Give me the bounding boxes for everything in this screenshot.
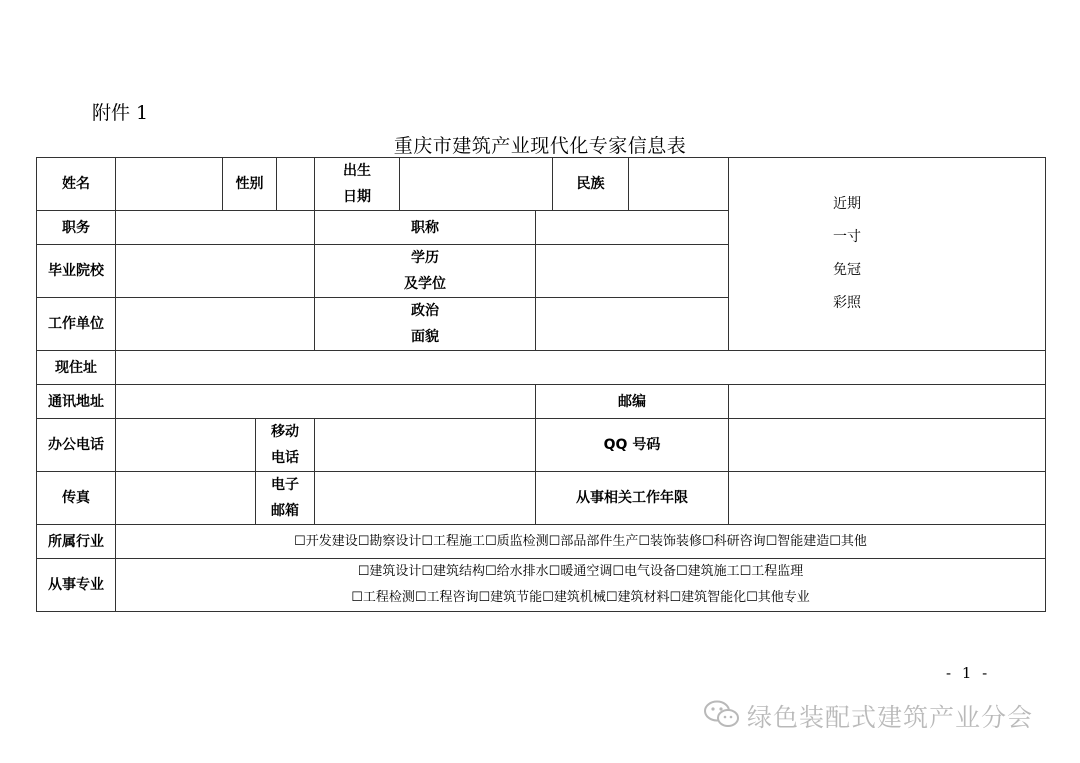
photo-line-3: 免冠	[833, 262, 861, 278]
address-field[interactable]	[116, 351, 1046, 385]
position-label: 职务	[37, 211, 116, 245]
mobile-phone-field[interactable]	[315, 419, 536, 472]
office-phone-field[interactable]	[116, 419, 256, 472]
degree-field[interactable]	[536, 245, 729, 298]
address-label: 现住址	[37, 351, 116, 385]
attachment-label: 附件 1	[92, 102, 149, 124]
ethnicity-field[interactable]	[629, 158, 729, 211]
position-field[interactable]	[116, 211, 315, 245]
wechat-icon	[703, 699, 741, 733]
photo-line-2: 一寸	[833, 229, 861, 245]
photo-box	[729, 158, 1046, 351]
degree-label: 学历 及学位	[315, 245, 536, 298]
watermark-text: 绿色装配式建筑产业分会	[747, 703, 1034, 732]
industry-options[interactable]: ☐开发建设☐勘察设计☐工程施工☐质监检测☐部品部件生产☐装饰装修☐科研咨询☐智能建造☐其他	[116, 525, 1046, 559]
page-number: - 1 -	[946, 664, 991, 682]
email-field[interactable]	[315, 472, 536, 525]
birth-date-field[interactable]	[400, 158, 553, 211]
industry-label: 所属行业	[37, 525, 116, 559]
years-label: 从事相关工作年限	[536, 472, 729, 525]
name-field[interactable]	[116, 158, 223, 211]
watermark	[703, 698, 1033, 734]
email-label: 电子 邮箱	[256, 472, 315, 525]
postcode-label: 邮编	[536, 385, 729, 419]
school-field[interactable]	[116, 245, 315, 298]
photo-line-1: 近期	[833, 196, 861, 212]
gender-label: 性别	[223, 158, 277, 211]
specialty-options-line-2[interactable]: ☐工程检测☐工程咨询☐建筑节能☐建筑机械☐建筑材料☐建筑智能化☐其他专业	[351, 590, 810, 605]
specialty-options[interactable]	[116, 559, 1046, 612]
title-field[interactable]	[536, 211, 729, 245]
birth-date-label: 出生 日期	[315, 158, 400, 211]
mail-address-label: 通讯地址	[37, 385, 116, 419]
title-label: 职称	[315, 211, 536, 245]
years-field[interactable]	[729, 472, 1046, 525]
expert-info-table	[36, 157, 1046, 612]
specialty-options-line-1[interactable]: ☐建筑设计☐建筑结构☐给水排水☐暖通空调☐电气设备☐建筑施工☐工程监理	[357, 564, 804, 579]
mobile-phone-label: 移动 电话	[256, 419, 315, 472]
qq-field[interactable]	[729, 419, 1046, 472]
gender-field[interactable]	[277, 158, 315, 211]
office-phone-label: 办公电话	[37, 419, 116, 472]
political-status-field[interactable]	[536, 298, 729, 351]
school-label: 毕业院校	[37, 245, 116, 298]
employer-field[interactable]	[116, 298, 315, 351]
postcode-field[interactable]	[729, 385, 1046, 419]
photo-line-4: 彩照	[833, 295, 861, 311]
ethnicity-label: 民族	[553, 158, 629, 211]
specialty-label: 从事专业	[37, 559, 116, 612]
mail-address-field[interactable]	[116, 385, 536, 419]
name-label: 姓名	[37, 158, 116, 211]
form-title: 重庆市建筑产业现代化专家信息表	[393, 135, 687, 157]
employer-label: 工作单位	[37, 298, 116, 351]
political-status-label: 政治 面貌	[315, 298, 536, 351]
fax-label: 传真	[37, 472, 116, 525]
fax-field[interactable]	[116, 472, 256, 525]
qq-label: QQ 号码	[536, 419, 729, 472]
